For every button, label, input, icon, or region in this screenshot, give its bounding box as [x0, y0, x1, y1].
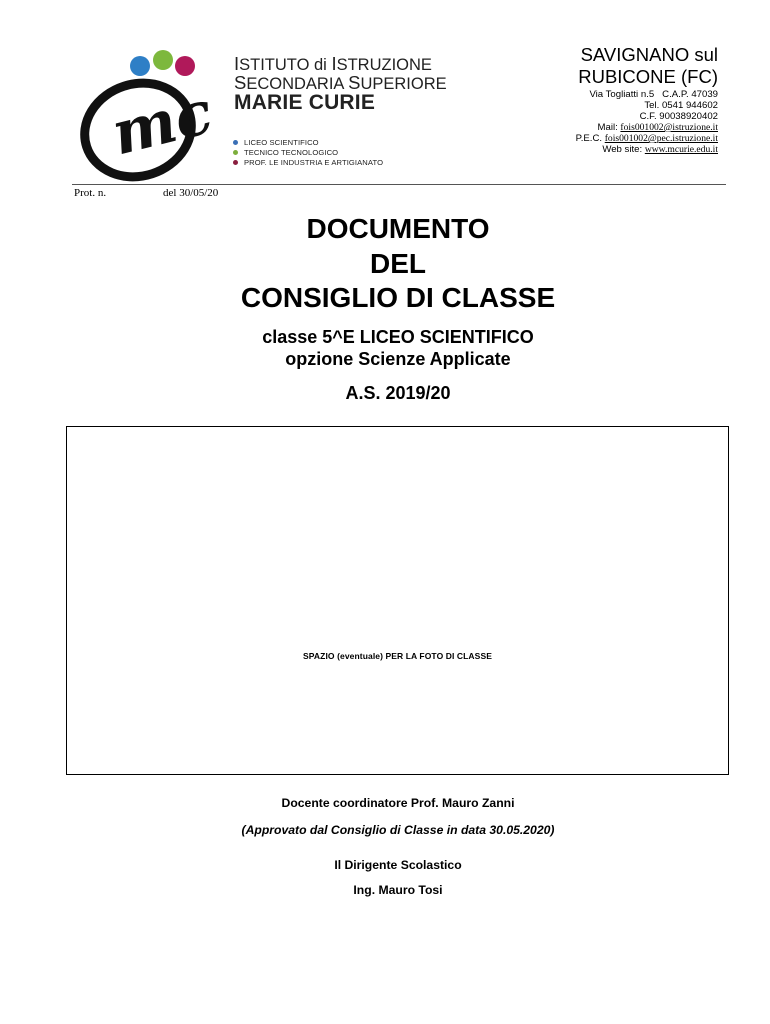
class-line: classe 5^E LICEO SCIENTIFICO [262, 327, 534, 347]
institute-line-1-cap-c: I [331, 53, 337, 74]
school-type-label: TECNICO TECNOLOGICO [244, 147, 339, 157]
school-type-item [233, 147, 383, 157]
institute-line-2-rest-a: ECONDARIA [246, 75, 349, 93]
telephone: Tel. 0541 944602 [644, 100, 718, 111]
class-photo-placeholder [66, 426, 729, 775]
school-type-label: LICEO SCIENTIFICO [244, 137, 319, 147]
document-title-line-2: DEL [370, 248, 426, 279]
mail-label: Mail: [597, 122, 621, 133]
institute-line-2-cap-c: S [348, 72, 361, 93]
principal-title: Il Dirigente Scolastico [334, 858, 462, 872]
institute-line-1-di: di [309, 56, 332, 74]
mail-line [598, 122, 719, 133]
protocol-date: del 30/05/20 [163, 187, 219, 199]
coordinator: Docente coordinatore Prof. Mauro Zanni [281, 796, 515, 810]
bullet-icon [233, 150, 238, 155]
document-title-line-1: DOCUMENTO [306, 213, 490, 244]
institute-line-1-rest-c: STRUZIONE [336, 56, 432, 74]
pec-link[interactable]: fois001002@pec.istruzione.it [604, 133, 718, 144]
address [589, 89, 718, 100]
header-divider [72, 184, 726, 185]
mail-link[interactable]: fois001002@istruzione.it [620, 122, 718, 133]
document-title-line-3: CONSIGLIO DI CLASSE [240, 282, 556, 313]
website-link[interactable]: www.mcurie.edu.it [644, 144, 718, 155]
photo-placeholder-label: SPAZIO (eventuale) PER LA FOTO DI CLASSE [303, 651, 492, 661]
approval-note: (Approvato dal Consiglio di Classe in data 30.05.2020) [241, 823, 555, 837]
city-line-1: SAVIGNANO sul [580, 44, 718, 65]
school-types-list [233, 137, 383, 167]
school-year: A.S. 2019/20 [345, 383, 451, 403]
website-label: Web site: [602, 144, 645, 155]
pec-line [576, 133, 718, 144]
option-line: opzione Scienze Applicate [285, 349, 511, 369]
website-line [602, 144, 718, 155]
school-type-item [233, 157, 383, 167]
city-line-2: RUBICONE (FC) [578, 66, 718, 87]
address-text: Via Togliatti n.5 C.A.P. 47039 [589, 89, 718, 100]
institute-line-1-rest-a: STITUTO [239, 56, 310, 74]
tax-code: C.F. 90038920402 [639, 111, 718, 122]
protocol-number: Prot. n. [74, 187, 107, 199]
logo-magenta-dot [175, 56, 195, 76]
institute-name: MARIE CURIE [234, 91, 376, 114]
institute-line-2-rest-c: UPERIORE [360, 75, 447, 93]
school-type-item [233, 137, 383, 147]
school-logo [76, 44, 230, 188]
bullet-icon [233, 160, 238, 165]
institute-line-1-cap-a: I [234, 53, 240, 74]
logo-monogram: mc [105, 77, 220, 170]
logo-blue-dot [130, 56, 150, 76]
bullet-icon [233, 140, 238, 145]
institute-line-2-cap-a: S [234, 72, 247, 93]
logo-green-dot [153, 50, 173, 70]
principal-name: Ing. Mauro Tosi [353, 883, 443, 897]
school-type-label: PROF. LE INDUSTRIA E ARTIGIANATO [244, 157, 384, 167]
pec-label: P.E.C. [575, 133, 605, 144]
